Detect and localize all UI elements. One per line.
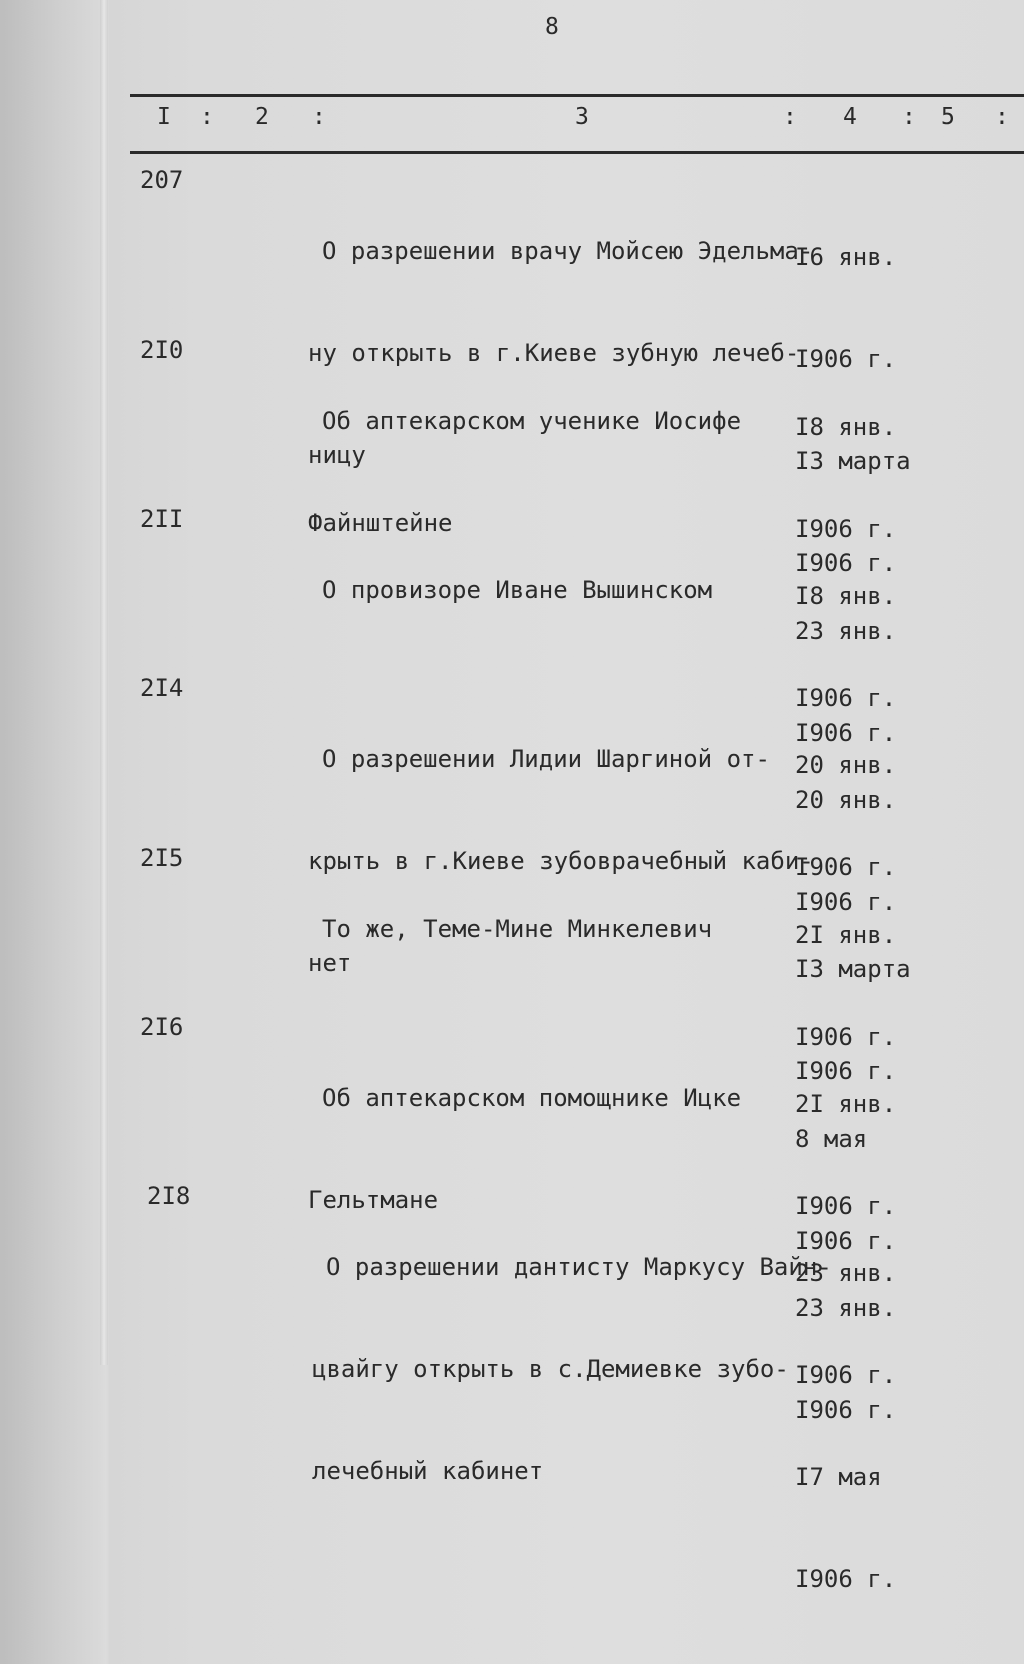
date-line: 8 мая xyxy=(795,1125,868,1153)
header-col-4: 4 xyxy=(843,104,857,130)
header-col-1: I xyxy=(157,104,171,130)
date-line: 20 янв. xyxy=(795,786,897,814)
record-number: 2I0 xyxy=(140,336,184,364)
record-description xyxy=(308,505,712,675)
record-dates xyxy=(795,1188,896,1664)
header-bottom-rule xyxy=(130,151,1024,154)
date-line: 20 янв. xyxy=(795,751,897,779)
page-number: 8 xyxy=(545,14,559,40)
record-description xyxy=(308,844,712,1014)
record-number: 2I4 xyxy=(140,674,184,702)
description-line: Об аптекарском ученике Иосифе xyxy=(322,407,742,435)
date-line: I8 янв. xyxy=(795,413,897,441)
date-line: I7 мая xyxy=(795,1463,882,1491)
record-number: 2I5 xyxy=(140,844,184,872)
description-line: ницу xyxy=(308,441,366,469)
description-line: Гельтмане xyxy=(308,1186,439,1214)
record-number: 2II xyxy=(140,505,184,533)
date-line: 23 янв. xyxy=(795,617,897,645)
header-col-5: 5 xyxy=(941,104,955,130)
date-line: I906 г. xyxy=(795,684,897,712)
description-line: Об аптекарском помощнике Ицке xyxy=(322,1084,742,1112)
date-line: I906 г. xyxy=(795,549,897,577)
description-line: лечебный кабинет xyxy=(312,1457,544,1485)
date-line: I6 янв. xyxy=(795,243,897,271)
description-line: О разрешении врачу Мойсею Эдельма- xyxy=(322,237,814,265)
description-line: Файнштейне xyxy=(308,509,453,537)
record-description xyxy=(312,1182,832,1556)
date-line: I906 г. xyxy=(795,719,897,747)
date-line: I906 г. xyxy=(795,1361,897,1389)
description-line: О разрешении Лидии Шаргиной от- xyxy=(322,745,770,773)
description-line: То же, Теме-Мине Минкелевич xyxy=(322,915,713,943)
description-line: крыть в г.Киеве зубоврачебный каби- xyxy=(308,847,814,875)
date-line: 23 янв. xyxy=(795,1259,897,1287)
record-number: 207 xyxy=(140,166,184,194)
date-line: I906 г. xyxy=(795,515,897,543)
description-line: цвайгу открыть в с.Демиевке зубо- xyxy=(312,1355,789,1383)
date-line: I906 г. xyxy=(795,853,897,881)
date-line: I3 марта xyxy=(795,447,911,475)
date-line: 2I янв. xyxy=(795,1090,897,1118)
record-number: 2I6 xyxy=(140,1013,184,1041)
book-spine xyxy=(100,0,108,1365)
date-line: I906 г. xyxy=(795,1396,897,1424)
description-line: ну открыть в г.Киеве зубную лечеб- xyxy=(308,339,800,367)
date-line: 2I янв. xyxy=(795,921,897,949)
header-separator: : xyxy=(902,104,916,130)
header-col-3: 3 xyxy=(575,104,589,130)
date-line: I3 марта xyxy=(795,955,911,983)
description-line: О разрешении дантисту Маркусу Вайн- xyxy=(326,1253,832,1281)
date-line: I906 г. xyxy=(795,345,897,373)
description-line: нет xyxy=(308,949,352,977)
header-top-rule xyxy=(130,94,1024,97)
date-line: I906 г. xyxy=(795,1023,897,1051)
header-col-2: 2 xyxy=(255,104,269,130)
description-line: О провизоре Иване Вышинском xyxy=(322,576,713,604)
header-separator: : xyxy=(995,104,1009,130)
header-separator: : xyxy=(200,104,214,130)
header-separator: : xyxy=(312,104,326,130)
date-line: I906 г. xyxy=(795,888,897,916)
date-line: I906 г. xyxy=(795,1192,897,1220)
header-separator: : xyxy=(783,104,797,130)
date-line: I906 г. xyxy=(795,1565,897,1593)
date-line: I8 янв. xyxy=(795,582,897,610)
date-line: 23 янв. xyxy=(795,1294,897,1322)
date-line: I906 г. xyxy=(795,1057,897,1085)
date-line: I906 г. xyxy=(795,1227,897,1255)
record-number: 2I8 xyxy=(147,1182,191,1210)
